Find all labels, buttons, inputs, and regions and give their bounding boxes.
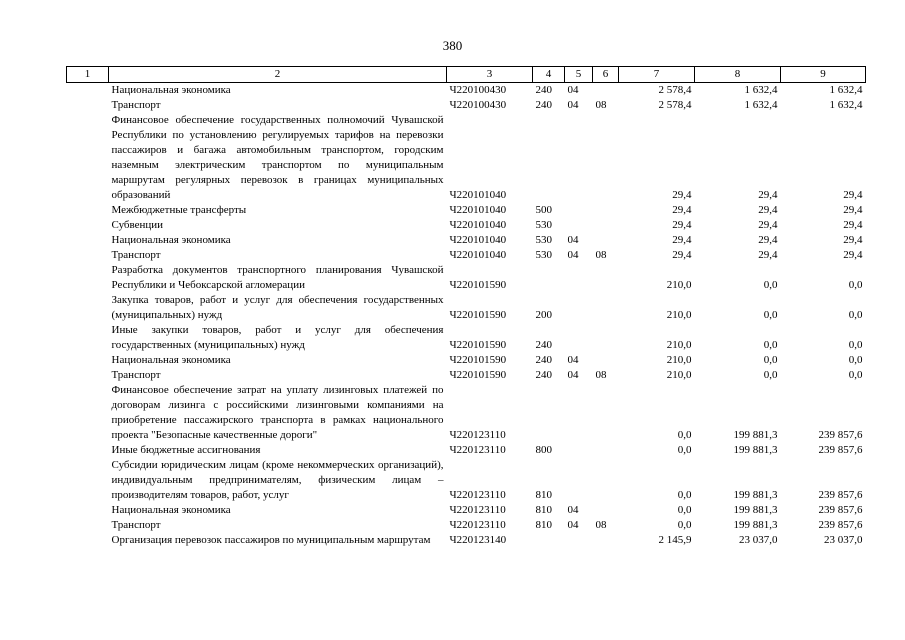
amount-year3-cell: 23 037,0 — [824, 534, 863, 546]
table-row — [67, 218, 866, 233]
target-code-cell: Ч220101040 — [449, 204, 507, 216]
section-cell: 04 — [567, 519, 579, 531]
table-row — [67, 83, 866, 99]
section-cell: 04 — [567, 84, 579, 96]
expense-type-cell: 810 — [535, 519, 552, 531]
expense-type-cell — [533, 263, 565, 293]
amount-year1-cell: 210,0 — [666, 369, 692, 381]
row-number-cell — [67, 368, 109, 383]
amount-year3-cell: 0,0 — [848, 279, 863, 291]
column-header: 6 — [593, 67, 619, 83]
subsection-cell — [593, 83, 619, 99]
row-number-cell — [67, 443, 109, 458]
amount-year3-cell: 29,4 — [843, 189, 863, 201]
amount-year2-cell: 0,0 — [763, 369, 778, 381]
target-code-cell: Ч220123110 — [449, 429, 506, 441]
expense-type-cell — [533, 383, 565, 443]
row-number-cell — [67, 518, 109, 533]
item-name-cell: Национальная экономика — [111, 84, 231, 96]
section-cell: 04 — [567, 234, 579, 246]
item-name-cell: Субсидии юридическим лицам (кроме некоммерческих организаций), индивидуальным предпринимателям, физическим лицам – производителям товаров, работ, услуг — [111, 459, 444, 501]
table-row — [67, 518, 866, 533]
section-cell — [565, 203, 593, 218]
row-number-cell — [67, 353, 109, 368]
amount-year1-cell: 29,4 — [672, 249, 692, 261]
column-header: 3 — [447, 67, 533, 83]
section-cell — [565, 458, 593, 503]
amount-year3-cell: 29,4 — [843, 249, 863, 261]
item-name-cell: Транспорт — [111, 249, 161, 261]
item-name-cell: Национальная экономика — [111, 354, 231, 366]
subsection-cell: 08 — [595, 99, 607, 111]
amount-year1-cell: 2 145,9 — [658, 534, 692, 546]
item-name-cell: Финансовое обеспечение затрат на уплату лизинговых платежей по договорам лизинга с российскими лизинговыми компаниями на приобретение пассажирского транспорта в рамках национального проекта "Безопасные качественные дороги" — [111, 384, 444, 441]
section-cell: 04 — [567, 504, 579, 516]
amount-year2-cell: 199 881,3 — [733, 429, 778, 441]
expense-type-cell: 810 — [535, 489, 552, 501]
item-name-cell: Транспорт — [111, 519, 161, 531]
expense-type-cell: 500 — [535, 204, 552, 216]
amount-year3-cell: 1 632,4 — [829, 84, 863, 96]
amount-year2-cell: 29,4 — [758, 189, 778, 201]
amount-year3-cell: 239 857,6 — [818, 504, 863, 516]
expense-type-cell: 530 — [535, 234, 552, 246]
amount-year3-cell: 0,0 — [848, 369, 863, 381]
amount-year1-cell: 2 578,4 — [658, 84, 692, 96]
amount-year1-cell: 29,4 — [672, 219, 692, 231]
subsection-cell — [593, 443, 619, 458]
section-cell — [565, 263, 593, 293]
table-row — [67, 368, 866, 383]
subsection-cell — [593, 533, 619, 548]
row-number-cell — [67, 263, 109, 293]
amount-year1-cell: 210,0 — [666, 339, 692, 351]
section-cell — [565, 293, 593, 323]
row-number-cell — [67, 458, 109, 503]
amount-year2-cell: 199 881,3 — [733, 504, 778, 516]
row-number-cell — [67, 83, 109, 99]
expense-type-cell: 800 — [535, 444, 552, 456]
amount-year2-cell: 29,4 — [758, 234, 778, 246]
item-name-cell: Финансовое обеспечение государственных полномочий Чувашской Республики по установлению регулируемых тарифов на перевозки пассажиров и багажа автомобильным транспортом, городским наземным электрическим транспортом по муниципальным маршрутам регулярных перевозок в границах муниципальных образований — [111, 114, 444, 201]
item-name-cell: Закупка товаров, работ и услуг для обеспечения государственных (муниципальных) нужд — [111, 294, 444, 321]
amount-year1-cell: 0,0 — [677, 504, 692, 516]
row-number-cell — [67, 218, 109, 233]
target-code-cell: Ч220101590 — [449, 339, 507, 351]
column-header: 2 — [109, 67, 447, 83]
amount-year3-cell: 0,0 — [848, 309, 863, 321]
table-row — [67, 443, 866, 458]
row-number-cell — [67, 203, 109, 218]
amount-year1-cell: 210,0 — [666, 354, 692, 366]
table-row — [67, 248, 866, 263]
table-row — [67, 233, 866, 248]
subsection-cell — [593, 263, 619, 293]
expense-type-cell — [533, 113, 565, 203]
item-name-cell: Межбюджетные трансферты — [111, 204, 247, 216]
section-cell: 04 — [567, 249, 579, 261]
amount-year2-cell: 199 881,3 — [733, 444, 778, 456]
subsection-cell — [593, 203, 619, 218]
subsection-cell — [593, 293, 619, 323]
item-name-cell: Субвенции — [111, 219, 164, 231]
page-number: 380 — [442, 38, 463, 53]
amount-year2-cell: 0,0 — [763, 309, 778, 321]
amount-year3-cell: 239 857,6 — [818, 489, 863, 501]
amount-year1-cell: 29,4 — [672, 189, 692, 201]
expense-type-cell: 240 — [535, 339, 552, 351]
expense-type-cell — [533, 533, 565, 548]
subsection-cell — [593, 353, 619, 368]
amount-year3-cell: 0,0 — [848, 354, 863, 366]
target-code-cell: Ч220101590 — [449, 369, 507, 381]
expense-type-cell: 240 — [535, 99, 552, 111]
amount-year2-cell: 199 881,3 — [733, 519, 778, 531]
column-header: 4 — [533, 67, 565, 83]
row-number-cell — [67, 248, 109, 263]
amount-year1-cell: 0,0 — [677, 429, 692, 441]
target-code-cell: Ч220101040 — [449, 249, 507, 261]
section-cell — [565, 218, 593, 233]
target-code-cell: Ч220123110 — [449, 519, 506, 531]
table-row — [67, 323, 866, 353]
section-cell: 04 — [567, 354, 579, 366]
amount-year1-cell: 210,0 — [666, 279, 692, 291]
expense-type-cell: 200 — [535, 309, 552, 321]
column-header: 5 — [565, 67, 593, 83]
subsection-cell — [593, 458, 619, 503]
amount-year1-cell: 0,0 — [677, 489, 692, 501]
amount-year3-cell: 239 857,6 — [818, 429, 863, 441]
expense-type-cell: 240 — [535, 354, 552, 366]
subsection-cell: 08 — [595, 519, 607, 531]
section-cell: 04 — [567, 99, 579, 111]
subsection-cell — [593, 323, 619, 353]
target-code-cell: Ч220123140 — [449, 534, 507, 546]
amount-year3-cell: 0,0 — [848, 339, 863, 351]
item-name-cell: Транспорт — [111, 369, 161, 381]
amount-year1-cell: 0,0 — [677, 444, 692, 456]
amount-year2-cell: 1 632,4 — [744, 99, 778, 111]
table-row — [67, 263, 866, 293]
column-header-row — [67, 67, 866, 83]
target-code-cell: Ч220101040 — [449, 189, 507, 201]
table-row — [67, 503, 866, 518]
amount-year2-cell: 29,4 — [758, 204, 778, 216]
subsection-cell: 08 — [595, 249, 607, 261]
amount-year3-cell: 29,4 — [843, 234, 863, 246]
column-header: 9 — [781, 67, 866, 83]
amount-year3-cell: 239 857,6 — [818, 444, 863, 456]
row-number-cell — [67, 383, 109, 443]
target-code-cell: Ч220101040 — [449, 234, 507, 246]
expense-type-cell: 240 — [535, 84, 552, 96]
expense-type-cell: 530 — [535, 249, 552, 261]
row-number-cell — [67, 113, 109, 203]
item-name-cell: Национальная экономика — [111, 234, 231, 246]
table-row — [67, 533, 866, 548]
expense-type-cell: 240 — [535, 369, 552, 381]
section-cell — [565, 323, 593, 353]
amount-year2-cell: 23 037,0 — [739, 534, 778, 546]
subsection-cell — [593, 113, 619, 203]
row-number-cell — [67, 98, 109, 113]
amount-year3-cell: 29,4 — [843, 204, 863, 216]
section-cell — [565, 113, 593, 203]
amount-year3-cell: 29,4 — [843, 219, 863, 231]
table-row — [67, 113, 866, 203]
item-name-cell: Разработка документов транспортного планирования Чувашской Республики и Чебоксарской агломерации — [111, 264, 444, 291]
row-number-cell — [67, 503, 109, 518]
amount-year2-cell: 1 632,4 — [744, 84, 778, 96]
amount-year1-cell: 210,0 — [666, 309, 692, 321]
amount-year2-cell: 29,4 — [758, 219, 778, 231]
subsection-cell — [593, 218, 619, 233]
amount-year2-cell: 29,4 — [758, 249, 778, 261]
table-row — [67, 353, 866, 368]
target-code-cell: Ч220123110 — [449, 504, 506, 516]
item-name-cell: Иные бюджетные ассигнования — [111, 444, 261, 456]
amount-year1-cell: 2 578,4 — [658, 99, 692, 111]
item-name-cell: Транспорт — [111, 99, 161, 111]
target-code-cell: Ч220100430 — [449, 99, 507, 111]
row-number-cell — [67, 533, 109, 548]
row-number-cell — [67, 323, 109, 353]
target-code-cell: Ч220101590 — [449, 354, 507, 366]
row-number-cell — [67, 293, 109, 323]
section-cell — [565, 533, 593, 548]
expense-type-cell: 810 — [535, 504, 552, 516]
amount-year2-cell: 0,0 — [763, 279, 778, 291]
target-code-cell: Ч220101040 — [449, 219, 507, 231]
target-code-cell: Ч220123110 — [449, 489, 506, 501]
row-number-cell — [67, 233, 109, 248]
table-row — [67, 458, 866, 503]
column-header: 7 — [619, 67, 695, 83]
column-header: 1 — [67, 67, 109, 83]
table-row — [67, 293, 866, 323]
target-code-cell: Ч220123110 — [449, 444, 506, 456]
column-header: 8 — [695, 67, 781, 83]
target-code-cell: Ч220101590 — [449, 309, 507, 321]
amount-year1-cell: 29,4 — [672, 234, 692, 246]
subsection-cell — [593, 383, 619, 443]
amount-year2-cell: 199 881,3 — [733, 489, 778, 501]
section-cell — [565, 383, 593, 443]
amount-year1-cell: 29,4 — [672, 204, 692, 216]
table-row — [67, 98, 866, 113]
section-cell: 04 — [567, 369, 579, 381]
amount-year2-cell: 0,0 — [763, 339, 778, 351]
amount-year3-cell: 239 857,6 — [818, 519, 863, 531]
item-name-cell: Организация перевозок пассажиров по муниципальным маршрутам — [111, 534, 431, 546]
subsection-cell — [593, 233, 619, 248]
amount-year3-cell: 1 632,4 — [829, 99, 863, 111]
item-name-cell: Национальная экономика — [111, 504, 231, 516]
section-cell — [565, 443, 593, 458]
table-row — [67, 383, 866, 443]
target-code-cell: Ч220100430 — [449, 84, 507, 96]
target-code-cell: Ч220101590 — [449, 279, 507, 291]
amount-year2-cell: 0,0 — [763, 354, 778, 366]
amount-year1-cell: 0,0 — [677, 519, 692, 531]
subsection-cell: 08 — [595, 369, 607, 381]
expense-type-cell: 530 — [535, 219, 552, 231]
subsection-cell — [593, 503, 619, 518]
table-row — [67, 203, 866, 218]
item-name-cell: Иные закупки товаров, работ и услуг для обеспечения государственных (муниципальных) нужд — [111, 324, 444, 351]
budget-table — [66, 66, 866, 548]
